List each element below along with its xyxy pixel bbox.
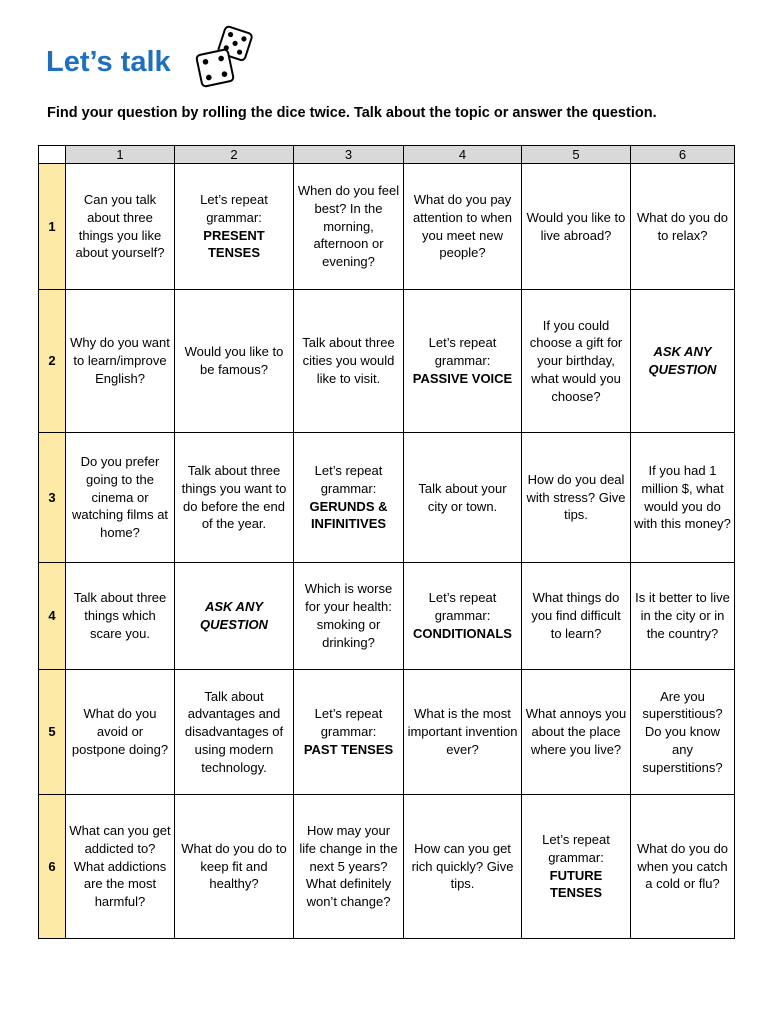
question-cell	[631, 795, 735, 939]
row-number: 6	[39, 795, 66, 939]
grammar-topic: FUTURE TENSES	[549, 867, 603, 901]
question-cell	[522, 164, 631, 290]
question-text: If you had 1 million $, what would you do with this money?	[634, 462, 731, 532]
question-cell	[66, 164, 175, 290]
question-text: When do you feel best? In the morning, afternoon or evening?	[297, 183, 400, 270]
question-text: What is the most important invention ever?	[407, 706, 518, 757]
column-header: 1	[66, 146, 175, 164]
question-cell	[294, 563, 404, 670]
question-text: Let’s repeat grammar:	[542, 831, 610, 865]
question-text: Can you talk about three things you like about yourself?	[75, 191, 165, 261]
question-cell	[522, 795, 631, 939]
question-text: What things do you find difficult to learn?	[531, 590, 621, 641]
question-cell	[294, 164, 404, 290]
question-cell	[522, 563, 631, 670]
row-number: 5	[39, 670, 66, 795]
question-text: Let’s repeat grammar:	[428, 590, 497, 624]
question-text: What do you do when you catch a cold or flu?	[636, 840, 729, 892]
table-row	[39, 164, 735, 290]
question-grid	[38, 145, 735, 939]
question-text: Let’s repeat grammar:	[314, 462, 383, 496]
question-cell	[631, 433, 735, 563]
question-cell	[175, 433, 294, 563]
grammar-topic: PASSIVE VOICE	[412, 370, 513, 386]
question-text: How may your life change in the next 5 years? What definitely won’t change?	[299, 823, 398, 910]
page-title: Let’s talk	[46, 46, 171, 78]
question-text: Are you superstitious? Do you know any superstitions?	[642, 688, 723, 775]
column-header: 6	[631, 146, 735, 164]
question-text: Which is worse for your health: smoking or drinking?	[304, 581, 393, 650]
question-text: What do you do to relax?	[636, 209, 729, 243]
grammar-topic: PAST TENSES	[303, 741, 394, 757]
question-cell	[294, 670, 404, 795]
question-cell	[175, 164, 294, 290]
question-cell	[175, 563, 294, 670]
question-text: Talk about three things which scare you.	[73, 590, 167, 641]
instructions: Find your question by rolling the dice twice. Talk about the topic or answer the question.	[47, 105, 657, 121]
dice-icon	[193, 24, 257, 88]
question-text: How can you get rich quickly? Give tips.	[411, 840, 514, 892]
question-cell	[66, 795, 175, 939]
question-cell	[294, 433, 404, 563]
question-cell	[294, 290, 404, 433]
question-cell	[404, 795, 522, 939]
question-cell	[522, 290, 631, 433]
column-header: 2	[175, 146, 294, 164]
question-text: Let’s repeat grammar:	[200, 191, 268, 225]
question-text: How do you deal with stress? Give tips.	[526, 471, 626, 523]
question-text: What do you pay attention to when you meet new people?	[412, 191, 513, 261]
table-row	[39, 433, 735, 563]
question-text: Let’s repeat grammar:	[314, 706, 383, 740]
question-cell	[66, 563, 175, 670]
question-text: Talk about advantages and disadvantages of using modern technology.	[184, 688, 284, 775]
question-text: If you could choose a gift for your birthday, what would you choose?	[529, 317, 623, 404]
question-text: Do you prefer going to the cinema or watching films at home?	[71, 454, 169, 541]
question-cell	[631, 290, 735, 433]
question-cell	[404, 670, 522, 795]
question-cell	[631, 164, 735, 290]
question-cell	[404, 164, 522, 290]
column-header: 5	[522, 146, 631, 164]
table-row	[39, 670, 735, 795]
row-number: 4	[39, 563, 66, 670]
question-cell	[404, 433, 522, 563]
column-header: 3	[294, 146, 404, 164]
row-number: 3	[39, 433, 66, 563]
question-text: What annoys you about the place where you live?	[525, 706, 627, 757]
question-cell	[631, 563, 735, 670]
grammar-topic: GERUNDS & INFINITIVES	[309, 498, 388, 532]
question-cell	[522, 670, 631, 795]
question-cell	[175, 670, 294, 795]
question-text: What can you get addicted to? What addictions are the most harmful?	[69, 823, 171, 910]
question-text: What do you do to keep fit and healthy?	[181, 840, 287, 892]
ask-any-question-label: ASK ANY QUESTION	[200, 599, 268, 632]
ask-any-question-label: ASK ANY QUESTION	[648, 344, 717, 377]
question-text: Let’s repeat grammar:	[428, 335, 497, 369]
question-text: What do you avoid or postpone doing?	[71, 706, 169, 757]
column-header-row	[39, 146, 735, 164]
row-number: 2	[39, 290, 66, 433]
table-row	[39, 563, 735, 670]
question-text: Why do you want to learn/improve English?	[70, 335, 170, 386]
question-text: Is it better to live in the city or in the country?	[635, 590, 730, 641]
column-header: 4	[404, 146, 522, 164]
question-cell	[175, 795, 294, 939]
grammar-topic: PRESENT TENSES	[203, 227, 265, 261]
question-text: Talk about three cities you would like to visit.	[302, 335, 395, 386]
table-row	[39, 795, 735, 939]
table-row	[39, 290, 735, 433]
question-cell	[522, 433, 631, 563]
question-text: Talk about three things you want to do before the end of the year.	[181, 462, 287, 532]
question-text: Would you like to live abroad?	[526, 209, 626, 243]
question-text: Would you like to be famous?	[184, 344, 284, 377]
question-cell	[404, 563, 522, 670]
question-cell	[631, 670, 735, 795]
question-cell	[66, 290, 175, 433]
question-cell	[175, 290, 294, 433]
question-cell	[294, 795, 404, 939]
question-cell	[66, 670, 175, 795]
question-text: Talk about your city or town.	[418, 480, 507, 514]
question-cell	[66, 433, 175, 563]
corner-cell	[39, 146, 66, 164]
question-cell	[404, 290, 522, 433]
row-number: 1	[39, 164, 66, 290]
grammar-topic: CONDITIONALS	[413, 625, 512, 641]
